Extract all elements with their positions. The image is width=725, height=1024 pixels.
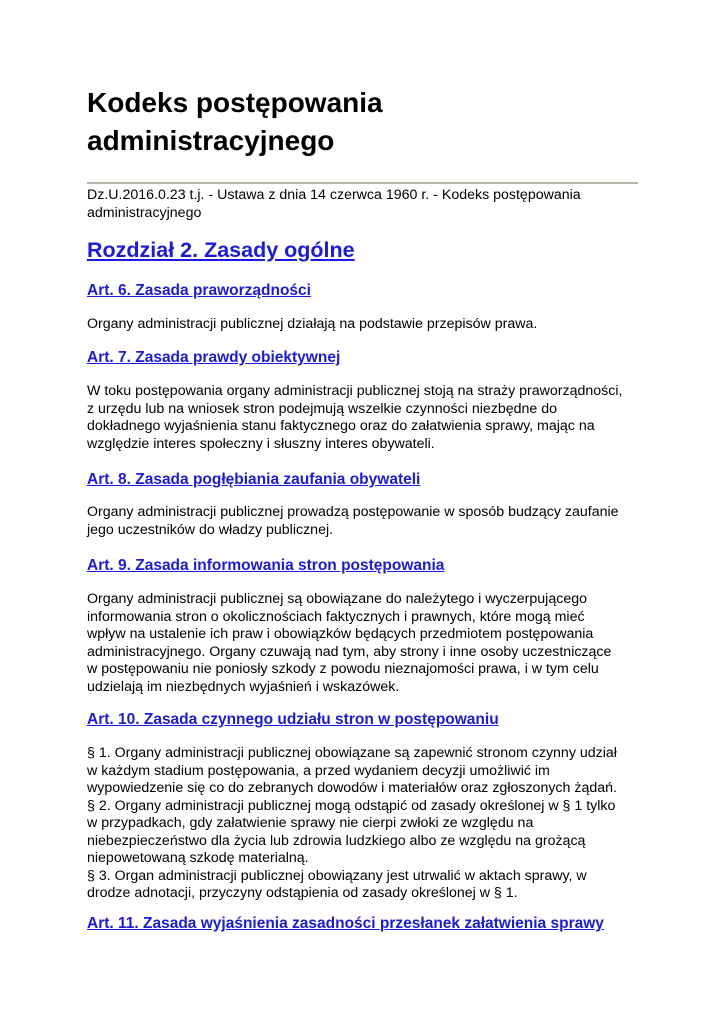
article-10-line: niepowetowaną szkodę materialną.	[87, 850, 309, 866]
article-10-line: drodze adnotacji, przyczyny odstąpienia od zasady określonej w § 1.	[87, 885, 518, 901]
subtitle-line-1: Dz.U.2016.0.23 t.j. - Ustawa z dnia 14 czerwca 1960 r. - Kodeks postępowania	[87, 187, 581, 203]
article-10-heading-link[interactable]: Art. 10. Zasada czynnego udziału stron w postępowaniu	[87, 711, 499, 728]
article-9-line: Organy administracji publicznej są obowiązane do należytego i wyczerpującego	[87, 591, 587, 607]
document-subtitle	[87, 187, 638, 222]
article-9-heading-link[interactable]: Art. 9. Zasada informowania stron postępowania	[87, 557, 445, 574]
article-8-line: jego uczestników do władzy publicznej.	[87, 521, 334, 538]
article-10-line: niebezpieczeństwo dla życia lub zdrowia ludzkiego albo ze względu na grożącą	[87, 832, 586, 849]
article-8-text	[87, 504, 647, 539]
article-7-line: W toku postępowania organy administracji publicznej stoją na straży praworządności,	[87, 383, 623, 399]
article-9-line: wpływ na ustalenie ich praw i obowiązków będących przedmiotem postępowania	[87, 626, 594, 642]
page-title	[87, 84, 647, 160]
article-7-line: względzie interes społeczny i słuszny interes obywateli.	[87, 435, 435, 452]
article-6-heading-link[interactable]: Art. 6. Zasada praworządności	[87, 282, 311, 299]
article-7-line: dokładnego wyjaśnienia stanu faktycznego oraz do załatwienia sprawy, mając na	[87, 418, 595, 434]
article-7-heading-link[interactable]: Art. 7. Zasada prawdy obiektywnej	[87, 349, 341, 366]
article-9-line: informowania stron o okolicznościach faktycznych i prawnych, które mogą mieć	[87, 608, 585, 625]
page-title-line-2: administracyjnego	[87, 125, 335, 156]
article-9-text	[87, 591, 647, 696]
article-10-line: w przypadkach, gdy załatwienie sprawy nie cierpi zwłoki ze względu na	[87, 815, 534, 831]
article-11-heading-link[interactable]: Art. 11. Zasada wyjaśnienia zasadności przesłanek załatwienia sprawy	[87, 915, 604, 932]
article-8-line: Organy administracji publicznej prowadzą postępowanie w sposób budzący zaufanie	[87, 504, 619, 520]
article-7-line: z urzędu lub na wniosek stron podejmują wszelkie czynności niezbędne do	[87, 400, 558, 417]
article-6-line: Organy administracji publicznej działają na podstawie przepisów prawa.	[87, 316, 538, 332]
article-10-text	[87, 745, 647, 903]
page-title-line-1: Kodeks postępowania	[87, 87, 383, 118]
article-10-line: wypowiedzenie się co do zebranych dowodów i materiałów oraz zgłoszonych żądań.	[87, 780, 617, 796]
subtitle-line-2: administracyjnego	[87, 204, 202, 221]
chapter-heading-link[interactable]: Rozdział 2. Zasady ogólne	[87, 238, 355, 262]
article-9-line: udzielają im niezbędnych wyjaśnień i wskazówek.	[87, 678, 400, 695]
article-10-line: § 3. Organ administracji publicznej obowiązany jest utrwalić w aktach sprawy, w	[87, 867, 587, 884]
article-7-text	[87, 383, 647, 453]
article-8-heading-link[interactable]: Art. 8. Zasada pogłębiania zaufania obywateli	[87, 471, 421, 488]
article-10-line: § 1. Organy administracji publicznej obowiązane są zapewnić stronom czynny udział	[87, 745, 617, 761]
article-10-line: § 2. Organy administracji publicznej mogą odstąpić od zasady określonej w § 1 tylko	[87, 797, 616, 814]
article-6-text	[87, 316, 647, 334]
horizontal-divider	[87, 182, 638, 184]
article-10-line: w każdym stadium postępowania, a przed wydaniem decyzji umożliwić im	[87, 762, 550, 779]
article-9-line: w postępowaniu nie poniosły szkody z powodu nieznajomości prawa, i w tym celu	[87, 661, 599, 677]
article-9-line: administracyjnego. Organy czuwają nad tym, aby strony i inne osoby uczestniczące	[87, 643, 612, 660]
